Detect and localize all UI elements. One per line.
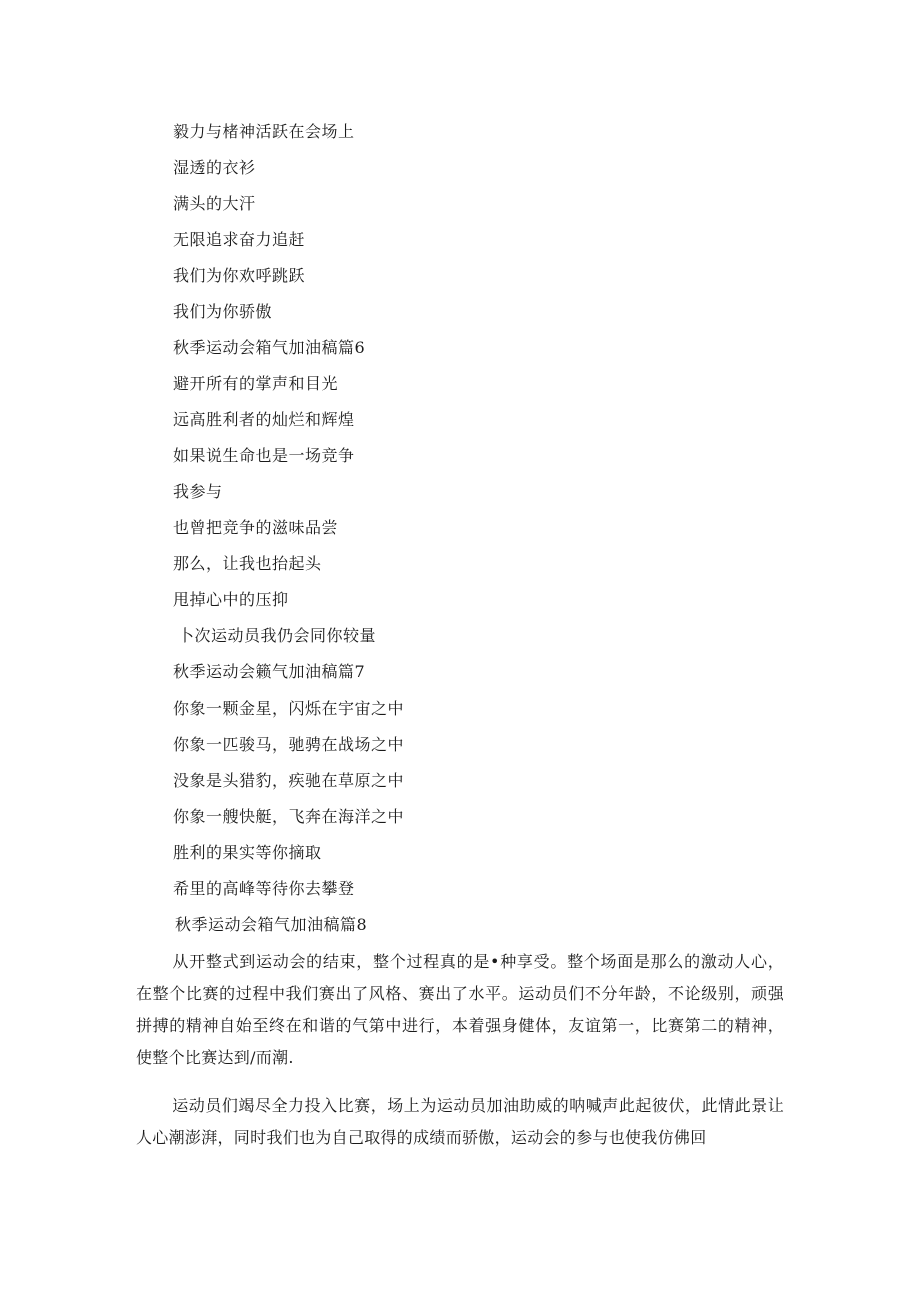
section-heading: 秋季运动会箱气加油稿篇8 — [175, 915, 368, 934]
body-paragraph — [136, 946, 784, 1074]
poem-line: 你象一匹骏马，驰骋在战场之中 — [173, 735, 405, 754]
section-heading: 秋季运动会籁气加油稿篇7 — [173, 662, 366, 681]
poem-line: 我参与 — [173, 482, 223, 501]
poem-line: 那么，让我也抬起头 — [173, 554, 322, 573]
section-heading: 秋季运动会箱气加油稿篇6 — [173, 338, 366, 357]
poem-line: 也曾把竞争的滋味品尝 — [173, 518, 339, 537]
poem-line: 胜利的果实等你摘取 — [173, 843, 322, 862]
body-paragraph — [136, 1090, 784, 1154]
poem-line: 你象一艘快艇，飞奔在海洋之中 — [173, 807, 405, 826]
poem-line: 无限追求奋力追赶 — [173, 230, 306, 249]
poem-line: 避开所有的掌声和目光 — [173, 374, 339, 393]
poem-line: 甩掉心中的压抑 — [173, 590, 289, 609]
poem-line: 毅力与楮神活跃在会场上 — [173, 122, 355, 141]
poem-line: 湿透的衣衫 — [173, 158, 256, 177]
paragraph-text: 运动员们竭尽全力投入比赛，场上为运动员加油助威的呐喊声此起彼伏，此情此景让人心潮澎湃，同时我们也为自己取得的成绩而骄傲，运动会的参与也使我仿佛回 — [136, 1096, 784, 1147]
poem-line: 如果说生命也是一场竞争 — [173, 446, 355, 465]
poem-line: 满头的大汗 — [173, 194, 256, 213]
poem-line: 卜次运动员我仍会同你较量 — [178, 626, 377, 645]
poem-line: 没象是头猎豹，疾驰在草原之中 — [173, 771, 405, 790]
poem-line: 你象一颗金星，闪烁在宇宙之中 — [173, 699, 405, 718]
poem-line: 希里的高峰等待你去攀登 — [173, 879, 355, 898]
poem-line: 我们为你欢呼跳跃 — [173, 266, 306, 285]
poem-line: 我们为你骄傲 — [173, 302, 273, 321]
paragraph-text: 从开整式到运动会的结束，整个过程真的是•种享受。整个场面是那么的激动人心，在整个比赛的过程中我们赛出了风格、赛出了水平。运动员们不分年龄，不论级别，顽强拼搏的精神自始至终在和谐的气第中进行，本着强身健体，友谊第一，比赛第二的精神，使整个比赛达到/而潮. — [136, 952, 784, 1067]
poem-line: 远高胜利者的灿烂和辉煌 — [173, 410, 355, 429]
